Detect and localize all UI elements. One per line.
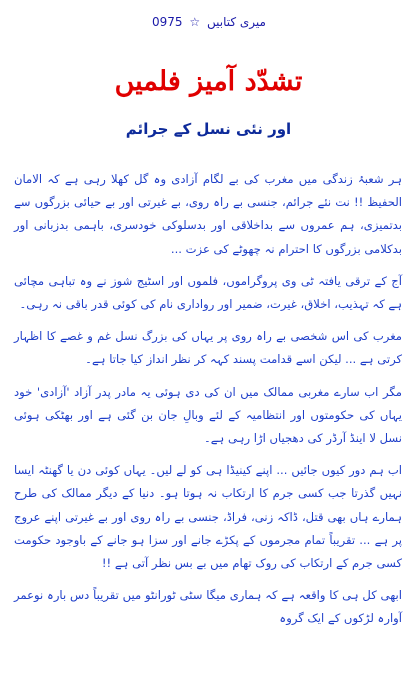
article-number: 0975: [152, 15, 183, 29]
paragraph: مغرب کی اس شخصی بے راہ روی پر یہاں کی بزرگ نسل غم و غصے کا اظہار کرتی ہے ... لیکن اسے قدامت پسند کہہ کر نظر انداز کیا جاتا ہے۔: [14, 329, 402, 367]
paragraph: ہر شعبۂ زندگی میں مغرب کی بے لگام آزادی وہ گل کھلا رہی ہے کہ الامان الحفیظ !! نت نئے جرائم، جنسی بے راہ روی، بے غیرتی اور بے حیائی بزرگوں سے بدتمیزی، ہم عمروں سے بداخلاقی اور بدسلوکی خودسری، باہمی بدزبانی اور بدکلامی بزرگوں کا احترام نہ چھوٹے کی عزت ...: [14, 172, 402, 256]
article-subtitle: اور نئی نسل کے جرائم: [125, 120, 292, 138]
article-body: [14, 168, 402, 640]
article-title: تشدّد آمیز فلمیں: [114, 66, 303, 97]
paragraph: آج کے ترقی یافتہ ٹی وی پروگراموں، فلموں اور اسٹیج شوز نے وہ تباہی مچائی ہے کہ تہذیب، اخلاق، غیرت، ضمیر اور رواداری نام کی کوئی قدر باقی نہ رہی۔: [14, 273, 402, 312]
paragraph: ابھی کل ہی کا واقعہ ہے کہ ہماری میگا سٹی ٹورانٹو میں تقریباً دس بارہ نوعمر آوارہ لڑکوں کے ایک گروہ: [14, 588, 402, 626]
paragraph: اب ہم دور کیوں جائیں ... اپنے کینیڈا ہی کو لے لیں۔ یہاں کوئی دن یا گھنٹہ ایسا نہیں گذرتا جب کسی جرم کا ارتکاب نہ ہوتا ہو۔ دنیا کے دیگر ممالک کی طرح ہمارے ہاں بھی قتل، ڈاکہ زنی، فراڈ، جنسی بے راہ روی اور بے غیرتی اپنے عروج پر ہے ... تقریباً تمام مجرموں کے پکڑے جانے اور سزا ہو جانے کے باوجود حکومت کسی جرم کے ارتکاب کی روک تھام میں بے بس نظر آتی ہے !!: [14, 463, 402, 571]
series-header: [150, 15, 268, 29]
star-icon: ☆: [189, 15, 201, 29]
paragraph: مگر اب سارے مغربی ممالک میں ان کی دی ہوئی یہ مادر پدر آزاد 'آزادی' خود یہاں کی حکومتوں اور انتظامیہ کے لئے وبالِ جان بن گئی ہے اور بھٹکی ہوئی نسل لا اینڈ آرڈر کی دھجیاں اڑا رہی ہے۔: [14, 384, 402, 446]
series-name: میری کتابیں: [207, 15, 266, 29]
